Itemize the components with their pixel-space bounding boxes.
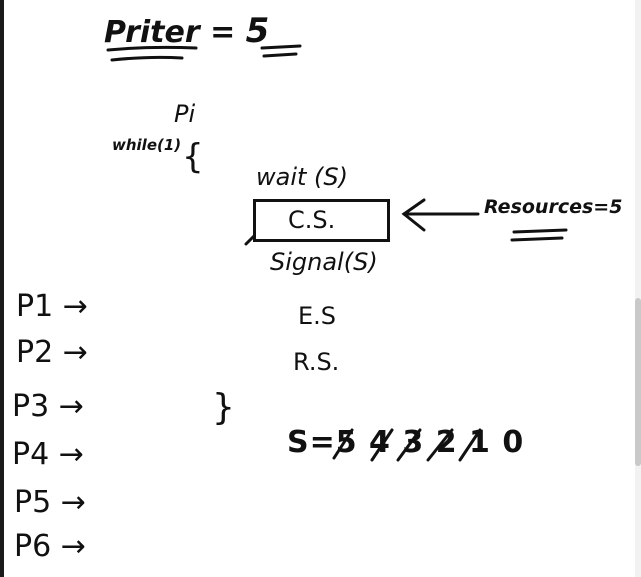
process-item-p6: P6 →: [14, 529, 86, 564]
process-label: Pi: [174, 100, 196, 128]
process-item-p4: P4 →: [12, 437, 84, 472]
title-underline-2: [112, 57, 182, 60]
title-label: Priter: [104, 15, 200, 50]
strike-2: [428, 430, 452, 460]
open-brace: {: [182, 137, 204, 177]
process-item-p2: P2 →: [16, 335, 88, 370]
strike-5: [334, 430, 352, 458]
process-item-p5: P5 →: [14, 485, 86, 520]
signal-statement: Signal(S): [270, 248, 378, 276]
title-equals: =: [210, 15, 236, 50]
strike-1: [460, 430, 480, 460]
remainder-section-label: R.S.: [293, 348, 340, 376]
semaphore-sequence: S=5 4 3 2 1 0: [287, 425, 525, 460]
resources-underline-2: [512, 238, 562, 240]
process-item-p3: P3 →: [12, 389, 84, 424]
while-loop-label: while(1): [112, 136, 182, 154]
wait-statement: wait (S): [256, 163, 349, 191]
resources-underline-1: [514, 230, 566, 232]
entry-section-label: E.S: [298, 302, 337, 330]
cs-box-corner-mark: [246, 236, 254, 244]
resources-annotation: Resources=5: [484, 196, 623, 218]
title-value: 5: [245, 11, 270, 51]
critical-section-label: C.S.: [288, 206, 336, 234]
value-underline-2: [264, 54, 296, 56]
strike-4: [372, 430, 392, 460]
value-underline-1: [262, 46, 300, 48]
close-brace: }: [212, 387, 235, 428]
title-underline-1: [108, 47, 196, 50]
process-item-p1: P1 →: [16, 289, 88, 324]
strike-3: [398, 430, 420, 460]
